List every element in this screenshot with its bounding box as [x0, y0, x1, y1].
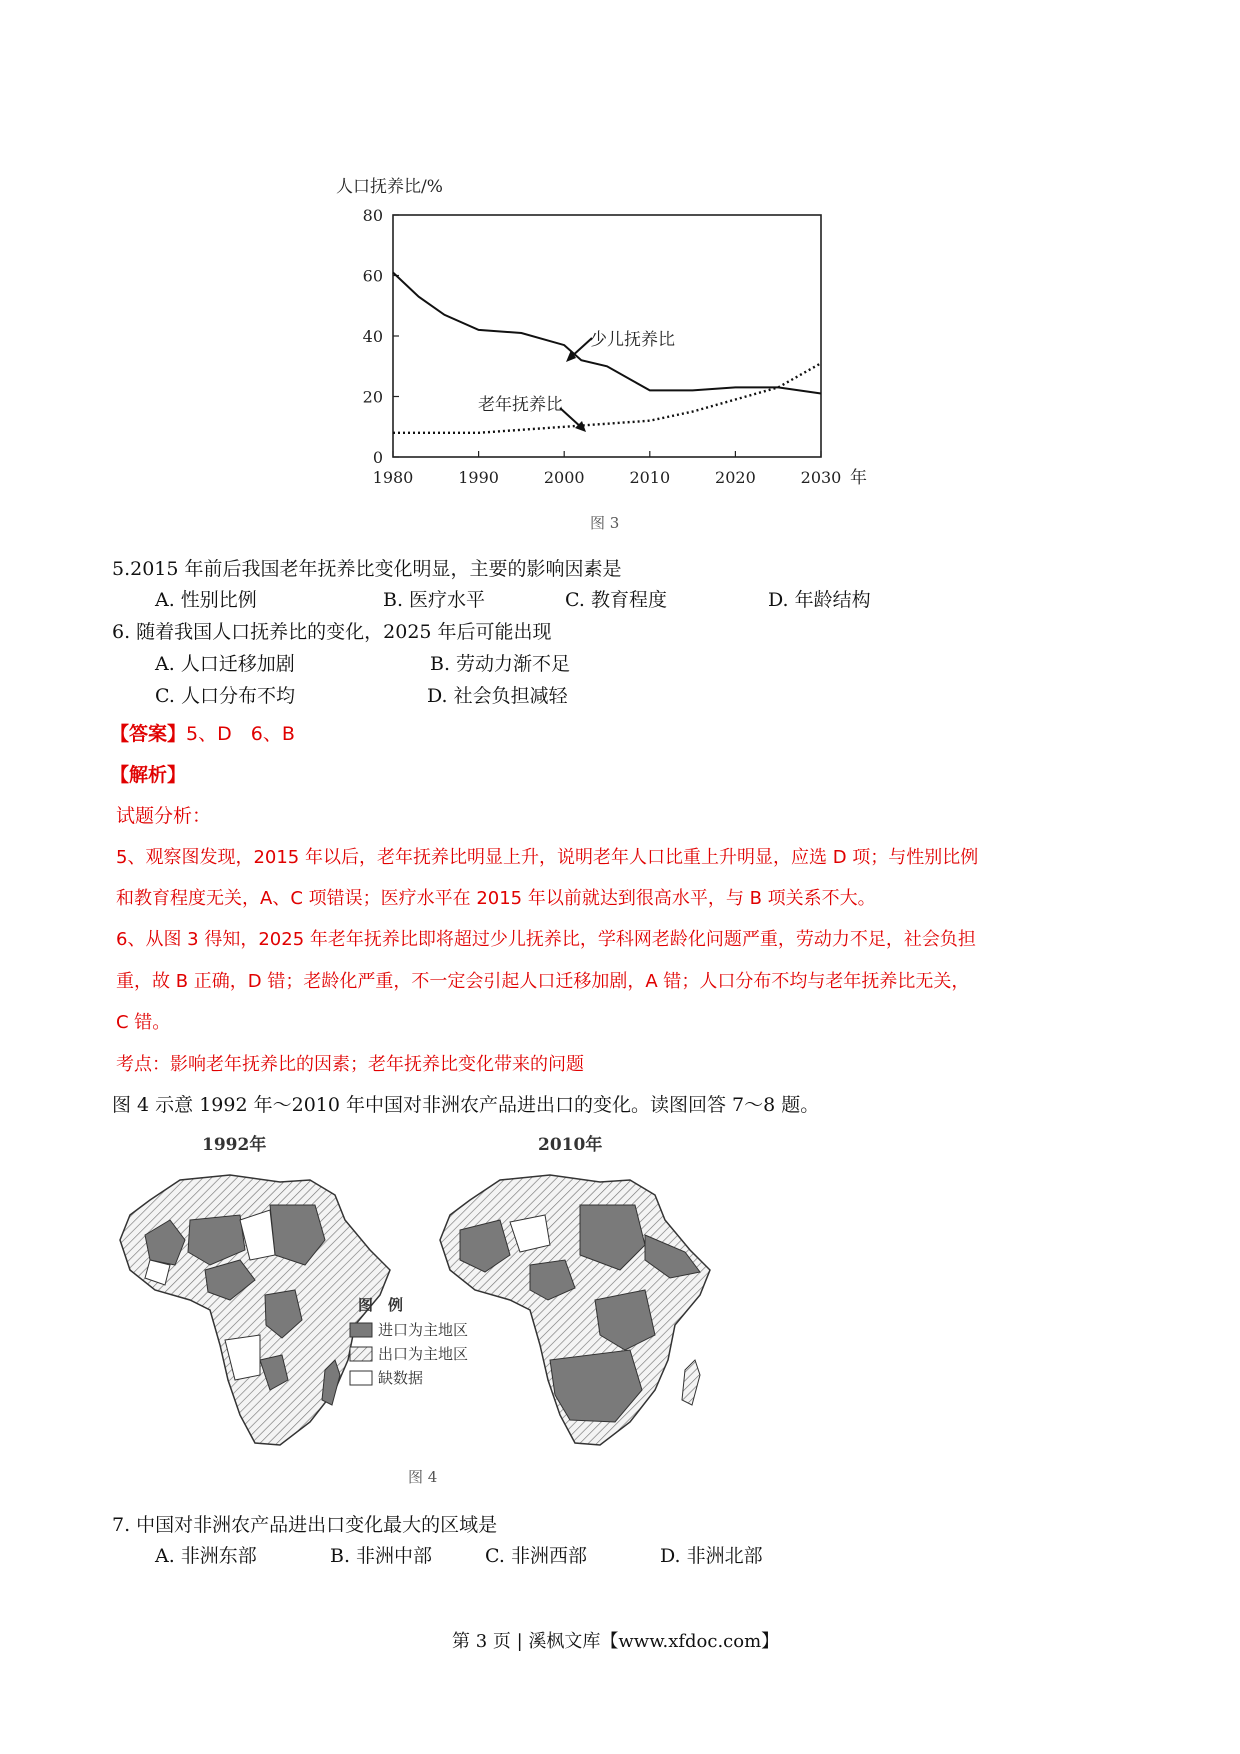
analysis-sub: 试题分析： — [116, 805, 212, 827]
analysis-label: 【解析】 — [110, 764, 187, 786]
legend-swatch-import — [350, 1323, 372, 1337]
q5-option-b: B. 医疗水平 — [383, 589, 486, 611]
series-label-children: 少儿抚养比 — [590, 330, 675, 350]
q5-option-c: C. 教育程度 — [565, 589, 667, 611]
y-tick-label: 60 — [362, 266, 383, 286]
question-7-stem: 7. 中国对非洲农产品进出口变化最大的区域是 — [112, 1514, 498, 1536]
q6-option-b: B. 劳动力渐不足 — [430, 653, 571, 675]
map-1992-title: 1992年 — [202, 1135, 267, 1155]
y-axis-label: 人口抚养比/% — [336, 177, 443, 197]
arrow-children-head — [566, 350, 576, 362]
analysis-line-4: 重，故 B 正确，D 错；老龄化严重，不一定会引起人口迁移加剧，A 错；人口分布不均与老年抚养比无关， — [116, 971, 970, 992]
q7-option-a: A. 非洲东部 — [155, 1545, 257, 1567]
x-tick-label: 1990 — [458, 468, 499, 487]
analysis-kaodian: 考点：影响老年抚养比的因素；老年抚养比变化带来的问题 — [116, 1054, 584, 1075]
figure-3 — [330, 170, 890, 540]
dependency-ratio-chart — [330, 170, 890, 540]
analysis-line-5: C 错。 — [116, 1012, 171, 1033]
page-footer: 第 3 页 | 溪枫文库【www.xfdoc.com】 — [452, 1631, 780, 1652]
analysis-line-1: 5、观察图发现，2015 年以后，老年抚养比明显上升，说明老年人口比重上升明显，应选 D 项；与性别比例 — [116, 847, 979, 868]
series-label-elderly: 老年抚养比 — [478, 395, 563, 415]
legend-export-label: 出口为主地区 — [378, 1345, 469, 1363]
legend-swatch-export — [350, 1347, 372, 1361]
q6-option-d: D. 社会负担减轻 — [427, 685, 568, 707]
x-tick-label: 2020 — [715, 468, 756, 487]
question-6-stem: 6. 随着我国人口抚养比的变化，2025 年后可能出现 — [112, 621, 552, 643]
figure-4-caption: 图 4 — [408, 1468, 438, 1486]
y-tick-label: 20 — [362, 387, 383, 407]
analysis-line-2: 和教育程度无关，A、C 项错误；医疗水平在 2015 年以前就达到很高水平，与 B 项关系不大。 — [116, 888, 876, 909]
answer-line — [110, 722, 295, 746]
x-axis-unit: 年 — [850, 468, 867, 488]
map-2010 — [440, 1175, 710, 1445]
map-2010-title: 2010年 — [538, 1135, 603, 1155]
madagascar-2010 — [682, 1360, 700, 1405]
y-tick-label: 40 — [362, 327, 383, 346]
answer-text: 5、D 6、B — [186, 723, 295, 745]
q5-option-a: A. 性别比例 — [155, 589, 257, 611]
q7-option-d: D. 非洲北部 — [660, 1545, 763, 1567]
x-tick-label: 2030 — [800, 468, 842, 487]
y-tick-label: 0 — [372, 448, 383, 467]
question-5-stem: 5.2015 年前后我国老年抚养比变化明显，主要的影响因素是 — [112, 558, 622, 580]
x-tick-label: 2010 — [629, 468, 671, 487]
africa-maps — [110, 1120, 750, 1500]
figure-4-intro: 图 4 示意 1992 年～2010 年中国对非洲农产品进出口的变化。读图回答 7～8 题。 — [112, 1094, 820, 1116]
y-tick-label: 80 — [362, 206, 383, 225]
x-tick-label: 1980 — [372, 468, 414, 487]
map-legend — [350, 1296, 468, 1387]
analysis-line-3: 6、从图 3 得知，2025 年老年抚养比即将超过少儿抚养比，学科网老龄化问题严重，劳动力不足，社会负担 — [116, 929, 976, 950]
legend-import-label: 进口为主地区 — [378, 1321, 469, 1339]
answer-label: 【答案】 — [110, 723, 187, 745]
figure-4 — [110, 1120, 750, 1500]
legend-missing-label: 缺数据 — [378, 1369, 424, 1387]
q7-option-b: B. 非洲中部 — [330, 1545, 433, 1567]
series-line-elderly — [393, 363, 821, 433]
q5-option-d: D. 年龄结构 — [768, 589, 871, 611]
legend-title: 图 例 — [358, 1296, 404, 1314]
map-1992 — [120, 1175, 390, 1445]
x-tick-label: 2000 — [543, 468, 585, 487]
q6-option-c: C. 人口分布不均 — [155, 685, 295, 707]
q6-option-a: A. 人口迁移加剧 — [155, 653, 295, 675]
figure-3-caption: 图 3 — [590, 514, 620, 532]
q7-option-c: C. 非洲西部 — [485, 1545, 587, 1567]
legend-swatch-missing — [350, 1371, 372, 1385]
